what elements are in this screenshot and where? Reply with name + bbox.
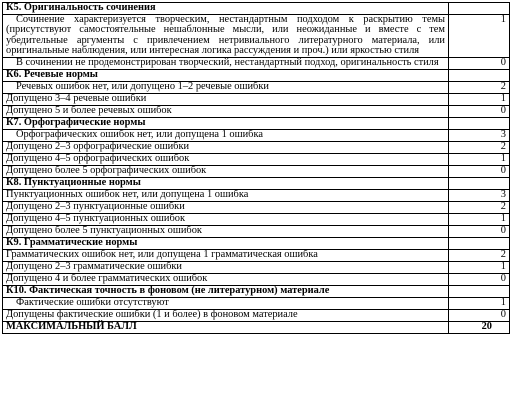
section-header-k8 [3,177,510,189]
criterion-score: 2 [449,141,510,153]
criterion-text: Допущено 2–3 орфографические ошибки [3,141,449,153]
section-title: К7. Орфографические нормы [3,117,449,129]
criterion-score: 1 [449,15,510,58]
criterion-text: Орфографических ошибок нет, или допущена 1 ошибка [3,129,449,141]
rubric-table [2,2,510,334]
section-score-empty [449,69,510,81]
total-row [3,321,510,333]
table-row [3,225,510,237]
criterion-text: Допущено 2–3 пунктуационные ошибки [3,201,449,213]
criterion-score: 1 [449,213,510,225]
table-row [3,165,510,177]
section-score-empty [449,237,510,249]
criterion-score: 0 [449,165,510,177]
criterion-text: Допущено 2–3 грамматические ошибки [3,261,449,273]
criterion-score: 1 [449,261,510,273]
table-row [3,297,510,309]
criterion-score: 1 [449,153,510,165]
criterion-score: 3 [449,189,510,201]
criterion-text: Допущено более 5 пунктуационных ошибок [3,225,449,237]
criterion-score: 0 [449,273,510,285]
total-score: 20 [449,321,510,333]
table-row [3,213,510,225]
section-title: К8. Пунктуационные нормы [3,177,449,189]
criterion-score: 1 [449,297,510,309]
section-header-k9 [3,237,510,249]
criterion-score: 2 [449,249,510,261]
criterion-text: Допущено 5 и более речевых ошибок [3,105,449,117]
criterion-text: Пунктуационных ошибок нет, или допущена 1 ошибка [3,189,449,201]
criterion-text: Допущено 4 и более грамматических ошибок [3,273,449,285]
criterion-text: Допущено 3–4 речевые ошибки [3,93,449,105]
criterion-text: Сочинение характеризуется творческим, нестандартным подходом к раскрытию темы (присутствуют самостоятельные нешаблонные мысли, или неожиданные и вместе с тем убедительные аргументы с привлечением нетривиального литературного материала, или оригинальные наблюдения, или интересная логика рассуждения и проч.) или яркостью стиля [3,15,449,58]
section-score-empty [449,285,510,297]
table-row [3,201,510,213]
criterion-score: 0 [449,57,510,69]
table-row [3,153,510,165]
criterion-text: Допущены фактические ошибки (1 и более) в фоновом материале [3,309,449,321]
criterion-text: Допущено 4–5 орфографических ошибок [3,153,449,165]
criterion-score: 3 [449,129,510,141]
criterion-score: 0 [449,309,510,321]
section-header-k10 [3,285,510,297]
section-score-empty [449,3,510,15]
table-row [3,129,510,141]
criterion-text: Допущено 4–5 пунктуационных ошибок [3,213,449,225]
section-header-k6 [3,69,510,81]
section-title: К9. Грамматические нормы [3,237,449,249]
table-row [3,273,510,285]
table-row [3,15,510,58]
table-row [3,141,510,153]
criterion-score: 2 [449,81,510,93]
criterion-text: Грамматических ошибок нет, или допущена 1 грамматическая ошибка [3,249,449,261]
section-title: К6. Речевые нормы [3,69,449,81]
section-title: К5. Оригинальность сочинения [3,3,449,15]
table-row [3,105,510,117]
table-row [3,93,510,105]
section-title: К10. Фактическая точность в фоновом (не литературном) материале [3,285,449,297]
criterion-score: 0 [449,105,510,117]
table-row [3,249,510,261]
table-row [3,57,510,69]
criterion-text: В сочинении не продемонстрирован творческий, нестандартный подход, оригинальность стиля [3,57,449,69]
criterion-text: Речевых ошибок нет, или допущено 1–2 речевые ошибки [3,81,449,93]
criterion-score: 1 [449,93,510,105]
criterion-score: 0 [449,225,510,237]
section-score-empty [449,117,510,129]
criterion-text: Фактические ошибки отсутствуют [3,297,449,309]
table-row [3,309,510,321]
section-score-empty [449,177,510,189]
table-row [3,261,510,273]
section-header-k7 [3,117,510,129]
criterion-score: 2 [449,201,510,213]
total-label: МАКСИМАЛЬНЫЙ БАЛЛ [3,321,449,333]
table-row [3,189,510,201]
table-row [3,81,510,93]
criterion-text: Допущено более 5 орфографических ошибок [3,165,449,177]
section-header-k5 [3,3,510,15]
